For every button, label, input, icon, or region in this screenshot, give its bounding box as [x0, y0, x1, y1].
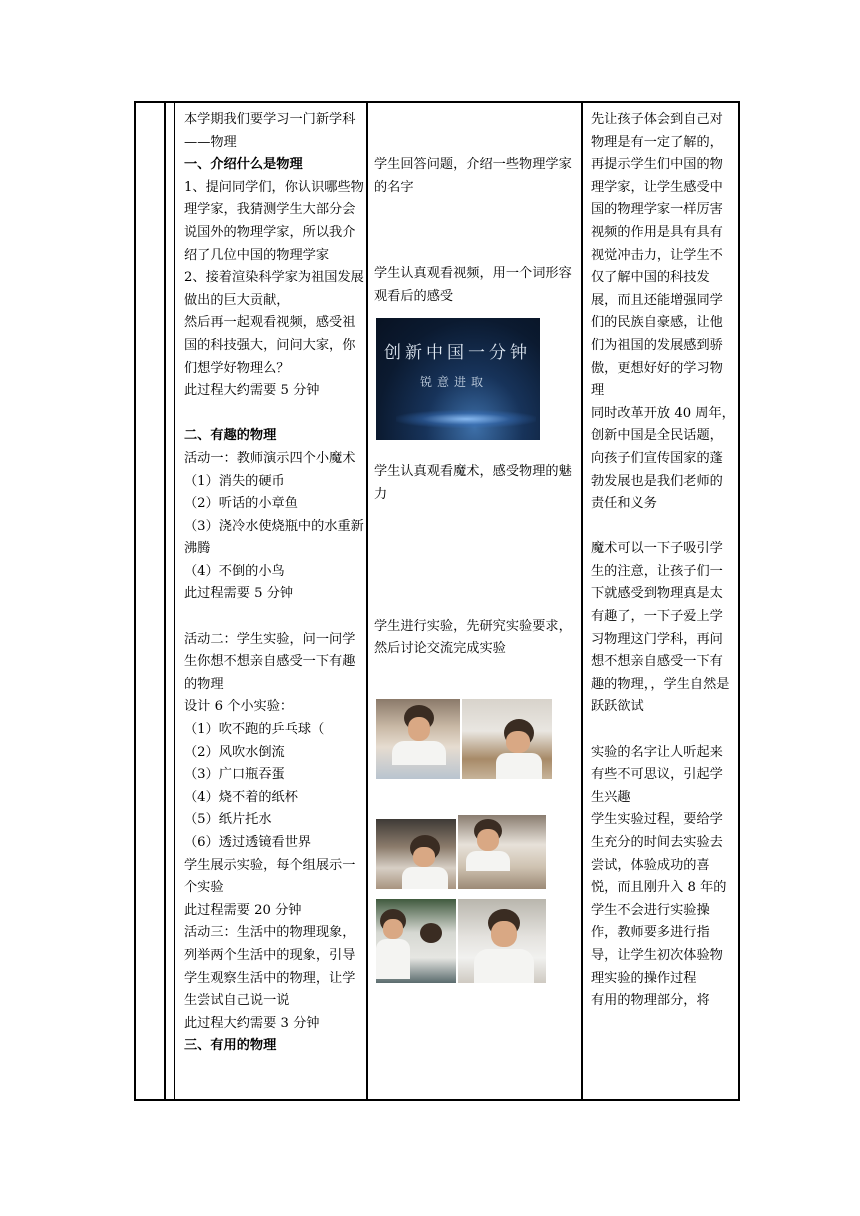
- table-divider: [366, 103, 368, 1099]
- video-still-image: [376, 318, 540, 440]
- video-subtitle-text: 锐意进取: [420, 375, 489, 389]
- intro-text: 本学期我们要学习一门新学科——物理: [184, 112, 356, 150]
- student-video-text: 学生认真观看视频，用一个词形容观看后的感受: [374, 266, 572, 304]
- section-1-title: 一、介绍什么是物理: [184, 157, 303, 173]
- video-title-text: 创新中国一分钟: [384, 343, 531, 363]
- experiment-photo: [458, 815, 546, 889]
- experiment-photo: [458, 899, 546, 983]
- table-divider: [581, 103, 583, 1099]
- section-1-body: 1、提问同学们，你认识哪些物理学家，我猜测学生大部分会说国外的物理学家，所以我介绍了几位中国的物理学家 2、接着渲染科学家为祖国发展做出的巨大贡献， 然后再一起观看视频，感受祖国的科技强大，问问大家，你们想学好物理么？ 此过程大约需要 5 分钟: [184, 179, 364, 399]
- design-intent-column: [591, 109, 736, 1013]
- experiment-photo: [462, 699, 552, 779]
- activity-1-text: 活动一：教师演示四个小魔术（1）消失的硬币 （2）听话的小章鱼 （3）浇冷水使烧瓶中的水重新沸腾 （4）不倒的小鸟 此过程需要 5 分钟: [184, 450, 364, 602]
- experiment-photo: [376, 699, 460, 779]
- experiment-photo: [376, 819, 456, 889]
- video-light-glow: [396, 410, 536, 428]
- table-divider: [164, 103, 166, 1099]
- rationale-video: 先让孩子体会到自己对物理是有一定了解的，再提示学生们中国的物理学家，让学生感受中国的物理学家一样厉害 视频的作用是具有具有视觉冲击力，让学生不仅了解中国的科技发展，而且还能增强同学们的民族自豪感，让他们为祖国的发展感到骄傲，更想好好的学习物理 同时改革开放 40 周年，创新中国是全民话题，向孩子们宣传国家的蓬勃发展也是我们老师的责任和义务: [591, 112, 735, 512]
- teacher-activity-column: [184, 109, 364, 1058]
- student-experiment-text: 学生进行实验，先研究实验要求，然后讨论交流完成实验: [374, 618, 572, 657]
- experiment-photo: [376, 899, 456, 983]
- section-3-title: 三、有用的物理: [184, 1038, 277, 1054]
- student-magic-text: 学生认真观看魔术，感受物理的魅力: [374, 464, 572, 502]
- student-answer-text: 学生回答问题，介绍一些物理学家的名字: [374, 157, 572, 195]
- section-2-title: 二、有趣的物理: [184, 428, 277, 444]
- rationale-experiment: 实验的名字让人听起来有些不可思议，引起学生兴趣 学生实验过程，要给学生充分的时间去实验去尝试，体验成功的喜悦，而且刚升入 8 年的学生不会进行实验操作，教师要多进行指导，让学生初次体验物理实验的操作过程 有用的物理部分，将: [591, 744, 727, 1009]
- rationale-magic: 魔术可以一下子吸引学生的注意，让孩子们一下就感受到物理真是太有趣了，一下子爱上学习物理这门学科，再问想不想亲自感受一下有趣的物理，，学生自然是跃跃欲试: [591, 541, 730, 715]
- lesson-plan-table: [134, 101, 740, 1101]
- activity-2-text: 活动二：学生实验，问一问学生你想不想亲自感受一下有趣的物理 设计 6 个小实验： （1）吹不跑的乒乓球（ （2）风吹水倒流 （3）广口瓶吞蛋 （4）烧不着的纸杯 （5）纸片托水 （6）透过透镜看世界 学生展示实验，每个组展示一个实验 此过程需要 20 分钟 活动三：生活中的物理现象，列举两个生活中的现象，引导学生观察生活中的物理，让学生尝试自己说一说 此过程大约需要 3 分钟: [184, 631, 356, 1031]
- table-divider: [174, 103, 175, 1099]
